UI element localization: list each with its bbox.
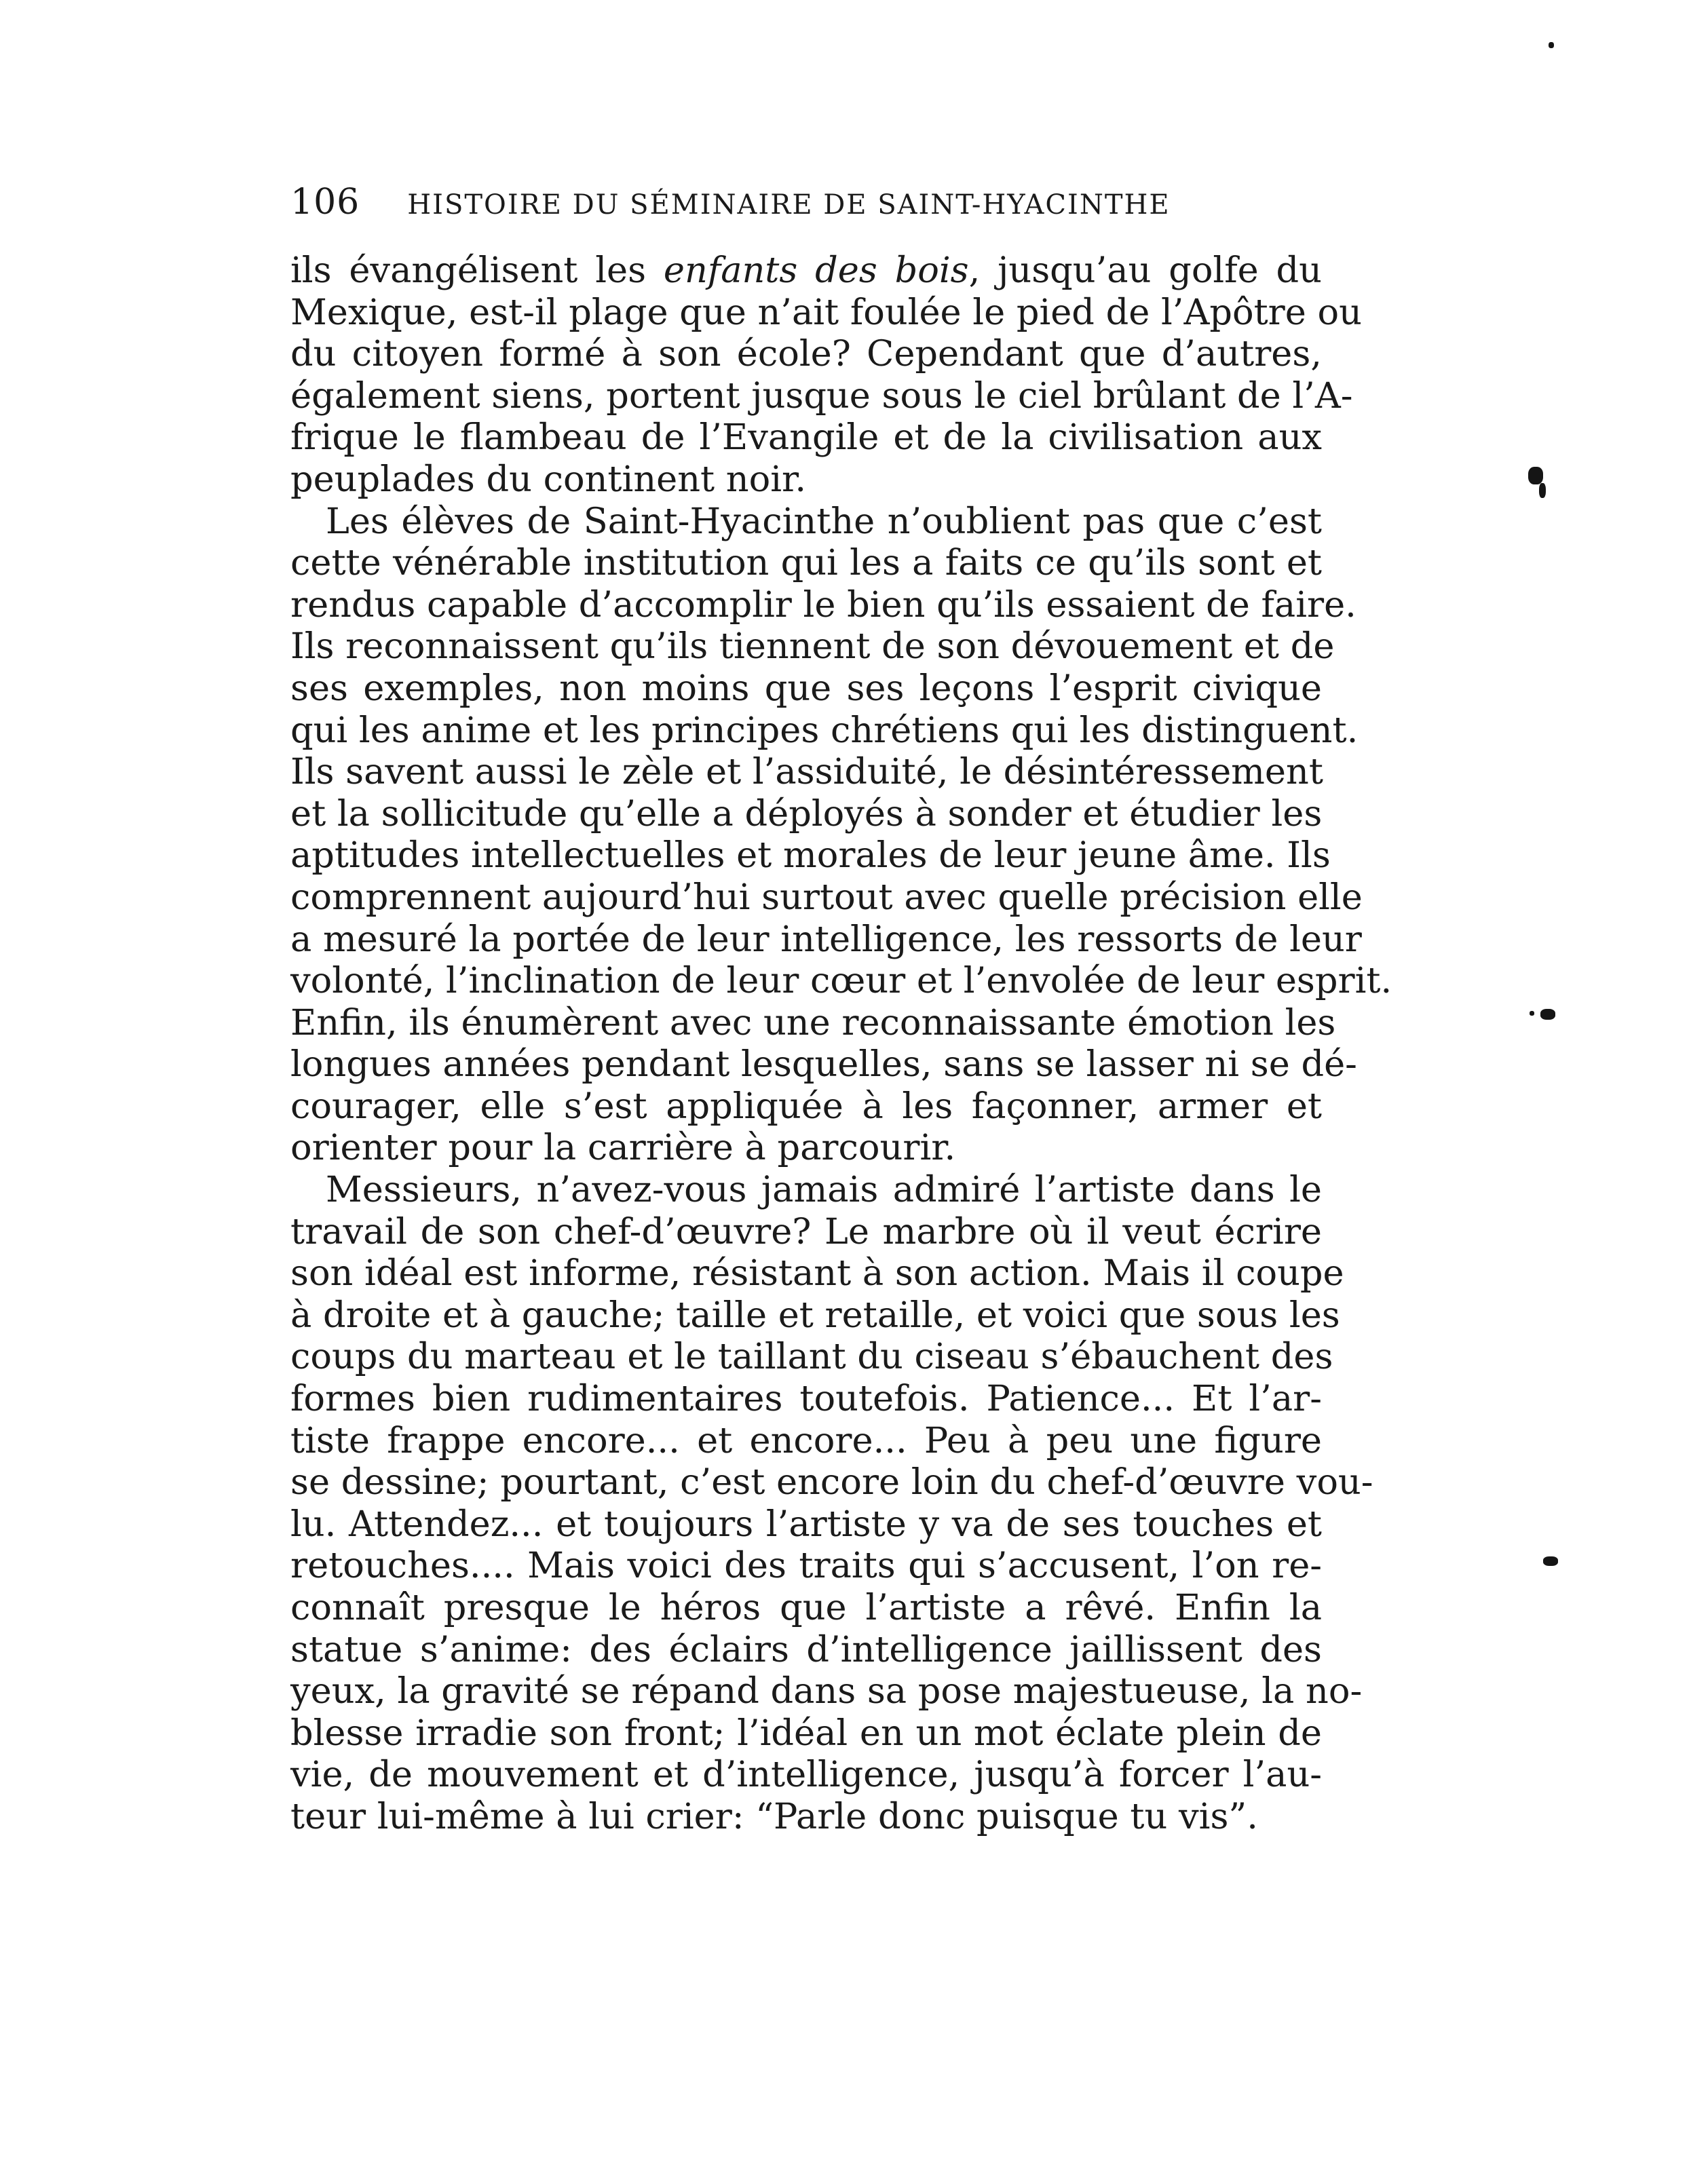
text-run: formes bien rudimentaires toutefois. Patience... Et l’ar- <box>290 1378 1322 1420</box>
text-run: du citoyen formé à son école? Cependant que d’autres, <box>290 333 1322 375</box>
text-run: , jusqu’au golfe du <box>968 250 1322 291</box>
text-run: orienter pour la carrière à parcourir. <box>290 1127 956 1169</box>
text-run: qui les anime et les principes chrétiens qui les distinguent. <box>290 709 1359 751</box>
text-run: courager, elle s’est appliquée à les façonner, armer et <box>290 1085 1322 1127</box>
text-run: teur lui-même à lui crier: “Parle donc puisque tu vis”. <box>290 1795 1258 1837</box>
text-run: rendus capable d’accomplir le bien qu’ils essaient de faire. <box>290 583 1356 626</box>
text-line <box>290 668 1322 710</box>
text-run: longues années pendant lesquelles, sans se lasser ni se dé- <box>290 1043 1357 1086</box>
text-run: Ils reconnaissent qu’ils tiennent de son dévouement et de <box>290 626 1335 668</box>
text-line <box>290 1336 1333 1378</box>
text-line <box>290 626 1335 668</box>
text-run: vie, de mouvement et d’intelligence, jusqu’à forcer l’au- <box>290 1754 1322 1796</box>
scan-mark <box>1528 467 1543 484</box>
text-run: aptitudes intellectuelles et morales de leur jeune âme. Ils <box>290 835 1331 877</box>
text-line <box>290 1001 1336 1044</box>
text-run: Ils savent aussi le zèle et l’assiduité, le désintéressement <box>290 751 1323 793</box>
italic-phrase: enfants des bois <box>663 250 969 291</box>
text-run: Mexique, est-il plage que n’ait foulée le pied de l’Apôtre ou <box>290 291 1362 333</box>
text-run: cette vénérable institution qui les a faits ce qu’ils sont et <box>290 542 1322 584</box>
text-line <box>290 918 1362 961</box>
text-line <box>290 1086 1322 1128</box>
text-line <box>290 1461 1373 1503</box>
text-run: travail de son chef-d’œuvre? Le marbre où il veut écrire <box>290 1210 1322 1252</box>
text-run: peuplades du continent noir. <box>290 458 807 500</box>
text-run: Enfin, ils énumèrent avec une reconnaissante émotion les <box>290 1001 1336 1043</box>
text-run: également siens, portent jusque sous le ciel brûlant de l’A- <box>290 375 1353 417</box>
text-run: tiste frappe encore... et encore... Peu à peu une figure <box>290 1419 1322 1461</box>
text-line <box>290 1378 1322 1420</box>
text-line <box>290 1503 1322 1546</box>
text-line <box>290 459 1322 501</box>
text-run: volonté, l’inclination de leur cœur et l’envolée de leur esprit. <box>290 960 1392 1002</box>
text-line <box>290 709 1359 752</box>
text-run: se dessine; pourtant, c’est encore loin du chef-d’œuvre vou- <box>290 1461 1373 1503</box>
scan-mark <box>1543 1556 1558 1566</box>
text-line <box>290 1043 1357 1086</box>
text-line <box>290 1754 1322 1796</box>
text-line <box>290 1127 1322 1169</box>
text-line <box>290 1252 1344 1295</box>
text-line <box>290 542 1322 584</box>
text-line <box>290 1420 1322 1462</box>
text-line <box>290 1545 1322 1587</box>
text-run: connaît presque le héros que l’artiste a rêvé. Enfin la <box>290 1587 1322 1628</box>
text-run: yeux, la gravité se répand dans sa pose majestueuse, la no- <box>290 1670 1363 1712</box>
text-run: statue s’anime: des éclairs d’intelligence jaillissent des <box>290 1628 1322 1670</box>
scan-mark <box>1549 42 1554 48</box>
text-run: comprennent aujourd’hui surtout avec quelle précision elle <box>290 876 1363 918</box>
text-line <box>290 1294 1340 1337</box>
scan-mark <box>1530 1011 1534 1016</box>
page-number: 106 <box>290 182 360 223</box>
text-run: frique le flambeau de l’Evangile et de la civilisation aux <box>290 417 1322 459</box>
text-line <box>290 291 1362 334</box>
text-run: ses exemples, non moins que ses leçons l’esprit civique <box>290 667 1322 709</box>
text-run: coups du marteau et le taillant du ciseau s’ébauchent des <box>290 1336 1333 1378</box>
scan-mark <box>1539 483 1546 498</box>
running-title: HISTOIRE DU SÉMINAIRE DE SAINT-HYACINTHE <box>407 189 1171 221</box>
text-line <box>290 375 1353 417</box>
text-line <box>290 793 1322 835</box>
text-line <box>290 501 1322 543</box>
text-line <box>290 1211 1322 1253</box>
scan-mark <box>1540 1009 1555 1020</box>
text-line <box>290 960 1392 1002</box>
text-run: et la sollicitude qu’elle a déployés à sonder et étudier les <box>290 792 1323 835</box>
text-run: Les élèves de Saint-Hyacinthe n’oublient pas que c’est <box>326 500 1322 542</box>
text-line <box>290 250 1322 292</box>
text-run: retouches.... Mais voici des traits qui s’accusent, l’on re- <box>290 1545 1322 1587</box>
text-run: à droite et à gauche; taille et retaille, et voici que sous les <box>290 1294 1340 1336</box>
text-line <box>290 417 1322 459</box>
text-line <box>290 1169 1322 1211</box>
text-run: Messieurs, n’avez-vous jamais admiré l’artiste dans le <box>326 1169 1322 1211</box>
page-header <box>290 182 1322 229</box>
text-run: blesse irradie son front; l’idéal en un mot éclate plein de <box>290 1712 1322 1754</box>
text-line <box>290 583 1356 626</box>
text-line <box>290 1670 1363 1712</box>
text-line <box>290 751 1322 793</box>
text-line <box>290 1587 1322 1629</box>
text-line <box>290 333 1322 375</box>
text-run: lu. Attendez... et toujours l’artiste y va de ses touches et <box>290 1503 1322 1545</box>
body-text <box>290 250 1392 1838</box>
text-line <box>290 1712 1322 1755</box>
text-line <box>290 1629 1322 1671</box>
text-run: son idéal est informe, résistant à son action. Mais il coupe <box>290 1252 1344 1295</box>
text-line <box>290 876 1363 919</box>
text-run: ils évangélisent les <box>290 250 664 291</box>
text-line <box>290 1796 1322 1838</box>
text-line <box>290 835 1331 877</box>
text-run: a mesuré la portée de leur intelligence, les ressorts de leur <box>290 918 1362 960</box>
